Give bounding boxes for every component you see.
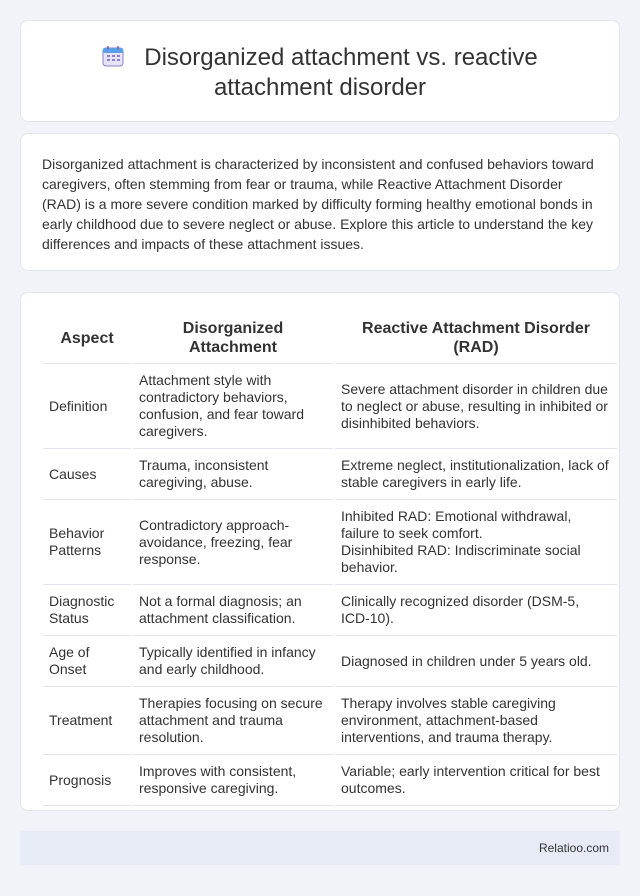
cell-aspect: Age of Onset (43, 636, 131, 687)
cell-rad: Severe attachment disorder in children due to neglect or abuse, resulting in inhibited or disinhibited behaviors. (335, 364, 617, 449)
cell-aspect: Definition (43, 364, 131, 449)
cell-disorganized: Contradictory approach-avoidance, freezing, fear response. (133, 500, 333, 585)
cell-disorganized: Trauma, inconsistent caregiving, abuse. (133, 449, 333, 500)
calendar-icon (102, 45, 124, 67)
cell-aspect: Diagnostic Status (43, 585, 131, 636)
header-disorganized: Disorganized Attachment (133, 315, 333, 364)
cell-rad: Extreme neglect, institutionalization, lack of stable caregivers in early life. (335, 449, 617, 500)
footer-brand[interactable]: Relatioo.com (538, 841, 609, 855)
cell-disorganized: Therapies focusing on secure attachment and trauma resolution. (133, 687, 333, 755)
title-line-1: Disorganized attachment vs. reactive (144, 44, 538, 71)
cell-disorganized: Typically identified in infancy and early childhood. (133, 636, 333, 687)
table-header-row (43, 315, 617, 364)
intro-paragraph: Disorganized attachment is characterized by inconsistent and confused behaviors toward caregivers, often stemming from fear or trauma, while Reactive Attachment Disorder (RAD) is a more severe condition marked by difficulty forming healthy emotional bonds in early childhood due to severe neglect or abuse. Explore this article to understand the key differences and impacts of these attachment issues. (42, 156, 594, 252)
cell-aspect: Causes (43, 449, 131, 500)
header-aspect: Aspect (43, 315, 131, 364)
cell-disorganized: Not a formal diagnosis; an attachment classification. (133, 585, 333, 636)
cell-rad: Therapy involves stable caregiving environment, attachment-based interventions, and trauma therapy. (335, 687, 617, 755)
table-row (43, 585, 617, 636)
cell-rad: Clinically recognized disorder (DSM-5, ICD-10). (335, 585, 617, 636)
comparison-card (20, 292, 620, 811)
rad-disinhibited: Disinhibited RAD: Indiscriminate social behavior. (341, 542, 581, 575)
page-title (21, 43, 619, 103)
footer-bar (20, 831, 620, 865)
cell-rad (335, 500, 617, 585)
table-row (43, 755, 617, 806)
header-rad: Reactive Attachment Disorder (RAD) (335, 315, 617, 364)
title-card (20, 20, 620, 122)
table-row (43, 500, 617, 585)
cell-aspect: Behavior Patterns (43, 500, 131, 585)
cell-aspect: Prognosis (43, 755, 131, 806)
title-line-2: attachment disorder (213, 74, 427, 101)
table-row (43, 449, 617, 500)
cell-rad: Variable; early intervention critical for best outcomes. (335, 755, 617, 806)
table-row (43, 636, 617, 687)
table-row (43, 687, 617, 755)
rad-inhibited: Inhibited RAD: Emotional withdrawal, failure to seek comfort. (341, 508, 572, 541)
intro-card (20, 133, 620, 271)
cell-disorganized: Improves with consistent, responsive caregiving. (133, 755, 333, 806)
cell-rad: Diagnosed in children under 5 years old. (335, 636, 617, 687)
comparison-table (41, 315, 619, 806)
table-row (43, 364, 617, 449)
cell-disorganized: Attachment style with contradictory behaviors, confusion, and fear toward caregivers. (133, 364, 333, 449)
cell-aspect: Treatment (43, 687, 131, 755)
